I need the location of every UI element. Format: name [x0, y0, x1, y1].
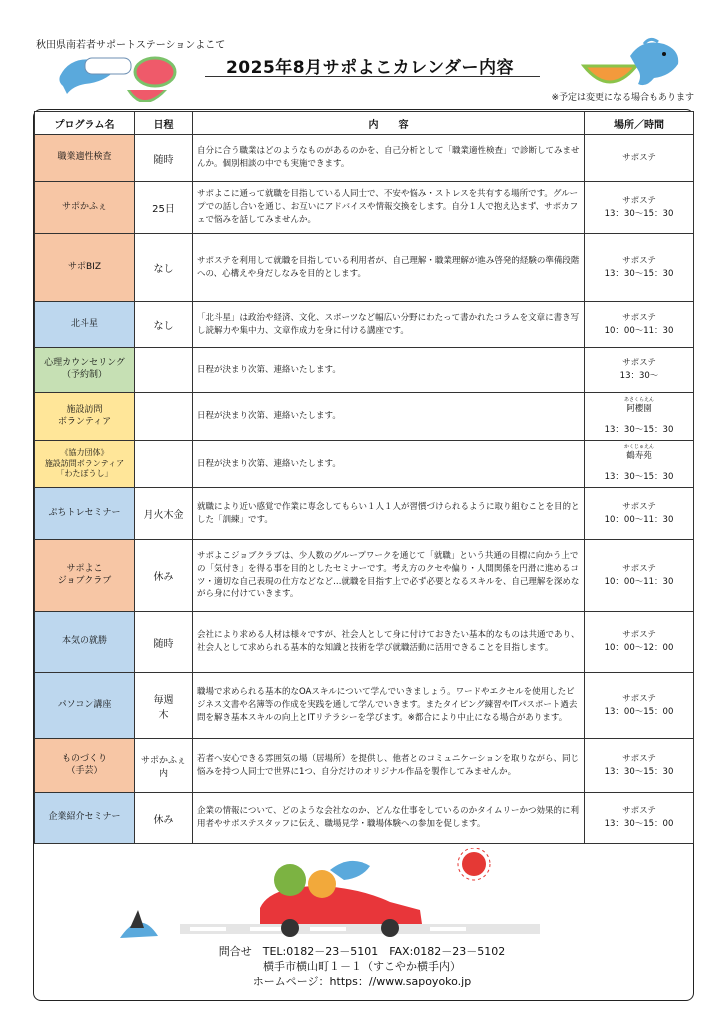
notice-text: ※予定は変更になる場合もあります [551, 93, 694, 103]
program-name: 《協力団体》 施設訪問ボランティア 「わたぼうし」 [35, 441, 135, 488]
program-place [585, 302, 694, 348]
place-time: 13：30〜15：00 [604, 819, 674, 829]
place-name: サポステ [622, 358, 656, 369]
program-place [585, 540, 694, 612]
program-date [135, 393, 193, 441]
program-name: サポよこ ジョブクラブ [35, 540, 135, 612]
program-date: 毎週 木 [135, 673, 193, 739]
place-time: 13：30〜15：30 [604, 208, 674, 219]
program-date: なし [135, 302, 193, 348]
program-table [34, 111, 694, 844]
table-header-row [35, 112, 694, 135]
place-name: サポステ [622, 806, 656, 817]
dolphin-watermelon-illustration [55, 46, 185, 102]
program-name: 本気の就勝 [35, 612, 135, 673]
program-name: サポBIZ [35, 234, 135, 302]
program-content: サポステを利用して就職を目指している利用者が、自己理解・職業理解が進み啓発的経験の準備段階への、心構えや身だしなみを目的とします。 [193, 234, 585, 302]
program-name: ものづくり （手芸） [35, 739, 135, 793]
program-content: 日程が決まり次第、連絡いたします。 [193, 441, 585, 488]
program-content: サポよこジョブクラブは、少人数のグループワークを通じて「就職」という共通の目標に向かう上での「気付き」を得る事を目的としたセミナーです。考え方のクセや偏り・人間関係を円滑に進めるコツ・適切な自己表現の仕方などなど…就職を目指す上で必ず必要となるスキルを、自己理解を深めながら身に付けていきます。 [193, 540, 585, 612]
program-date: なし [135, 234, 193, 302]
address: 横手市横山町１－１（すこやか横手内） [263, 960, 461, 973]
program-place [585, 182, 694, 234]
table-row [35, 612, 694, 673]
program-name: 施設訪問 ボランティア [35, 393, 135, 441]
program-date: 休み [135, 793, 193, 844]
table-row [35, 348, 694, 393]
program-place [585, 673, 694, 739]
place-name: サポステ [622, 501, 656, 512]
program-content: 就職により近い感覚で作業に専念してもらい１人１人が習慣づけられるように取り組むことを目的とした「訓練」です。 [193, 488, 585, 540]
program-content: 職場で求められる基本的なOAスキルについて学んでいきましょう。ワードやエクセルを使用したビジネス文書や名簿等の作成を実践を通して学んでいきます。またタイピング練習やITパスポート過去問を解き基本スキルの向上とITリテラシーを学びます。※都合により中止になる場合があります。 [193, 673, 585, 739]
table-row [35, 793, 694, 844]
table-row [35, 135, 694, 182]
place-ruby: かくじゅえん [623, 444, 654, 451]
program-content: 「北斗星」は政治や経済、文化、スポーツなど幅広い分野にわたって書かれたコラムを文章に書き写し読解力や集中力、文章作成力を身に付ける講座です。 [193, 302, 585, 348]
page-title: 2025年8月サポよこカレンダー内容 [225, 58, 515, 78]
place-name: サポステ [622, 312, 656, 323]
program-content: 自分に合う職業はどのようなものがあるのかを、自己分析として「職業適性検査」で診断してみませんか。個別相談の中でも実施できます。 [193, 135, 585, 182]
program-date: 休み [135, 540, 193, 612]
homepage: ホームページ：https：//www.sapoyoko.jp [252, 975, 472, 988]
header-place: 場所／時間 [585, 112, 694, 135]
place-name: サポステ [622, 753, 656, 764]
program-date: 25日 [135, 182, 193, 234]
table-row [35, 673, 694, 739]
place-time: 13：00〜15：00 [604, 706, 674, 717]
place-name: 阿櫻園 [626, 403, 652, 414]
dolphin-melon-illustration [580, 36, 690, 96]
program-name: 企業紹介セミナー [35, 793, 135, 844]
place-name: サポステ [622, 693, 656, 704]
table-row [35, 739, 694, 793]
place-ruby: あさくらえん [623, 396, 654, 403]
program-date: 随時 [135, 135, 193, 182]
program-content: 会社により求める人材は様々ですが、社会人として身に付けておきたい基本的なものは共通であり、社会人として求められる基本的な知識と技術を学び就職活動に活用できることを目指します。 [193, 612, 585, 673]
program-place [585, 135, 694, 182]
program-content: 日程が決まり次第、連絡いたします。 [193, 348, 585, 393]
program-date [135, 348, 193, 393]
program-name: パソコン講座 [35, 673, 135, 739]
program-place [585, 393, 694, 441]
car-road-illustration [100, 848, 560, 944]
program-place [585, 234, 694, 302]
table-row [35, 488, 694, 540]
table-row [35, 302, 694, 348]
program-name: 北斗星 [35, 302, 135, 348]
table-row [35, 540, 694, 612]
place-name: サポステ [622, 195, 656, 206]
program-place [585, 348, 694, 393]
header-program: プログラム名 [35, 112, 135, 135]
program-place [585, 739, 694, 793]
program-name: 職業適性検査 [35, 135, 135, 182]
program-name: ぷちトレセミナー [35, 488, 135, 540]
header-content: 内 容 [193, 112, 585, 135]
table-row [35, 441, 694, 488]
place-time: 13：30〜15：30 [604, 472, 674, 482]
place-time: 10：00〜12：00 [604, 643, 674, 653]
program-date: 随時 [135, 612, 193, 673]
program-content: 若者へ安心できる雰囲気の場（居場所）を提供し、他者とのコミュニケーションを取りながら、同じ悩みを持つ人同士で世界に1つ、自分だけのオリジナル作品を製作してみませんか。 [193, 739, 585, 793]
organization-name: 秋田県南若者サポートステーションよこて [36, 40, 226, 51]
program-name: サポかふぇ [35, 182, 135, 234]
place-name: 鶴寿苑 [626, 451, 652, 462]
place-time: 10：00〜11：30 [604, 325, 674, 336]
program-content: 企業の情報について、どのような会社なのか、どんな仕事をしているのかタイムリーかつ効果的に利用者やサポステスタッフに伝え、職場見学・職場体験への参加を促します。 [193, 793, 585, 844]
place-time: 13：30〜15：30 [604, 268, 674, 279]
program-content: 日程が決まり次第、連絡いたします。 [193, 393, 585, 441]
program-place [585, 612, 694, 673]
program-content: サポよこに通って就職を目指している人同士で、不安や悩み・ストレスを共有する場所です。グループでの話し合いを通じ、お互いにアドバイスや情報交換をします。自分１人で抱え込まず、サポカフェで悩みを話してみませんか。 [193, 182, 585, 234]
place-time: 13：30〜15：30 [604, 424, 674, 435]
program-place [585, 441, 694, 488]
place-time: 10：00〜11：30 [604, 576, 674, 587]
place-time: 13：30〜 [619, 371, 659, 381]
program-place [585, 488, 694, 540]
table-row [35, 393, 694, 441]
program-date: サポかふぇ 内 [135, 739, 193, 793]
contact-info: 問合せ TEL:0182－23－5101 FAX:0182－23－5102 [218, 945, 506, 958]
program-name: 心理カウンセリング （予約制） [35, 348, 135, 393]
place-name: サポステ [622, 255, 656, 266]
table-row [35, 182, 694, 234]
place-name: サポステ [622, 152, 656, 163]
place-name: サポステ [622, 630, 656, 641]
title-underline [205, 76, 540, 77]
program-place [585, 793, 694, 844]
place-time: 13：30〜15：30 [604, 766, 674, 777]
header-date: 日程 [135, 112, 193, 135]
program-date [135, 441, 193, 488]
table-row [35, 234, 694, 302]
place-name: サポステ [622, 563, 656, 574]
program-date: 月火木金 [135, 488, 193, 540]
place-time: 10：00〜11：30 [604, 514, 674, 525]
